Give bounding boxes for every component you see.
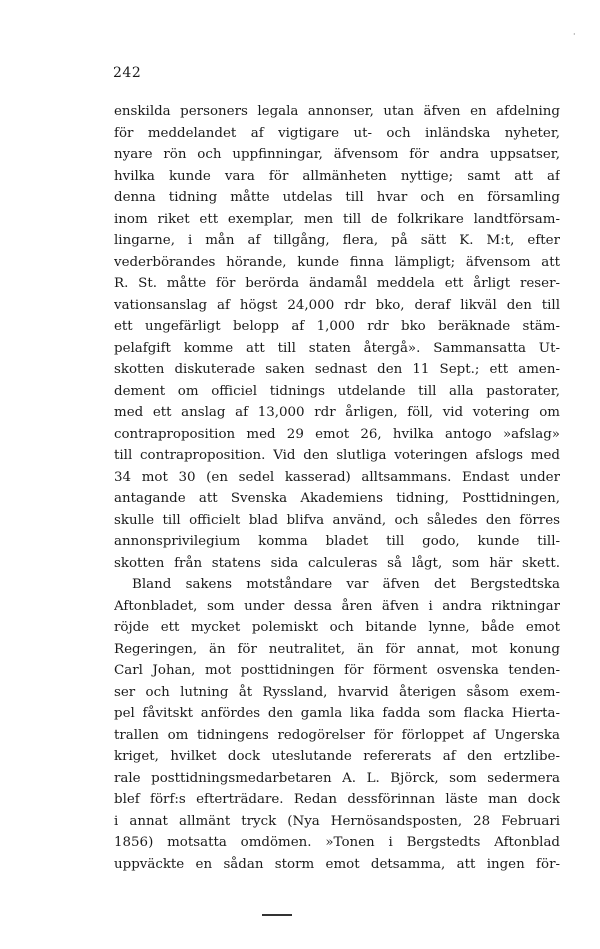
text-line: Aftonbladet, som under dessa åren äfven i andra riktningar bbox=[114, 598, 560, 614]
text-line: contraproposition med 29 emot 26, hvilka antogo »afslag» bbox=[114, 426, 560, 442]
text-line: pel fåvitskt anfördes den gamla lika fadda som flacka Hierta- bbox=[114, 706, 560, 721]
body-text bbox=[114, 101, 560, 875]
text-line: rale posttidningsmedarbetaren A. L. Björck, som sedermera bbox=[114, 770, 560, 786]
text-line: med ett anslag af 13,000 rdr årligen, föll, vid votering om bbox=[114, 405, 560, 420]
text-line: hvilka kunde vara för allmänheten nyttige; samt att af bbox=[114, 168, 560, 184]
text-line: ett ungefärligt belopp af 1,000 rdr bko beräknade stäm- bbox=[114, 319, 560, 334]
text-line: Carl Johan, mot posttidningen för förment osvenska tenden- bbox=[114, 663, 560, 678]
text-line: Regeringen, än för neutralitet, än för annat, mot konung bbox=[114, 641, 560, 657]
text-line: dement om officiel tidnings utdelande till alla pastorater, bbox=[114, 383, 560, 399]
text-line: kriget, hvilket dock uteslutande refererats af den ertzlibe- bbox=[114, 749, 560, 764]
text-line: skotten från statens sida calculeras så lågt, som här skett. bbox=[114, 555, 560, 571]
text-line: ser och lutning åt Ryssland, hvarvid återigen såsom exem- bbox=[114, 684, 560, 700]
text-line: vederbörandes hörande, kunde finna lämpligt; äfvensom att bbox=[114, 254, 560, 270]
text-line: R. St. måtte för berörda ändamål meddela ett årligt reser- bbox=[114, 276, 560, 291]
page-number: 242 bbox=[113, 65, 142, 81]
footer-rule bbox=[262, 914, 292, 916]
text-line: vationsanslag af högst 24,000 rdr bko, deraf likväl den till bbox=[114, 297, 560, 313]
text-line: uppväckte en sådan storm emot detsamma, att ingen för- bbox=[114, 856, 560, 872]
text-line: skotten diskuterade saken sednast den 11 Sept.; ett amen- bbox=[114, 362, 560, 377]
text-line: pelafgift komme att till staten återgå». Sammansatta Ut- bbox=[114, 340, 560, 356]
corner-mark: · bbox=[573, 30, 576, 39]
text-line: till contraproposition. Vid den slutliga voteringen afslogs med bbox=[114, 448, 560, 463]
text-line: nyare rön och uppfinningar, äfvensom för andra uppsatser, bbox=[114, 147, 560, 162]
text-line: trallen om tidningens redogörelser för förloppet af Ungerska bbox=[114, 727, 560, 743]
text-line: antagande att Svenska Akademiens tidning, Posttidningen, bbox=[114, 491, 560, 506]
text-line: lingarne, i mån af tillgång, flera, på sätt K. M:t, efter bbox=[114, 233, 560, 248]
text-line: i annat allmänt tryck (Nya Hernösandsposten, 28 Februari bbox=[114, 813, 560, 829]
text-line: inom riket ett exemplar, men till de folkrikare landtförsam- bbox=[114, 211, 560, 227]
text-line: Bland sakens motståndare var äfven det Bergstedtska bbox=[132, 577, 560, 592]
text-line: enskilda personers legala annonser, utan äfven en afdelning bbox=[114, 104, 560, 119]
text-line: skulle till officielt blad blifva använd, och således den förres bbox=[114, 512, 560, 528]
text-line: röjde ett mycket polemiskt och bitande lynne, både emot bbox=[114, 620, 560, 635]
text-line: blef förf:s efterträdare. Redan dessförinnan läste man dock bbox=[114, 792, 560, 807]
text-line: 1856) motsatta omdömen. »Tonen i Bergstedts Aftonblad bbox=[114, 835, 560, 850]
text-line: 34 mot 30 (en sedel kasserad) alltsammans. Endast under bbox=[114, 469, 560, 485]
text-line: denna tidning måtte utdelas till hvar och en församling bbox=[114, 190, 560, 205]
text-line: för meddelandet af vigtigare ut- och inländska nyheter, bbox=[114, 125, 560, 141]
text-line: annonsprivilegium komma bladet till godo, kunde till- bbox=[114, 534, 560, 549]
